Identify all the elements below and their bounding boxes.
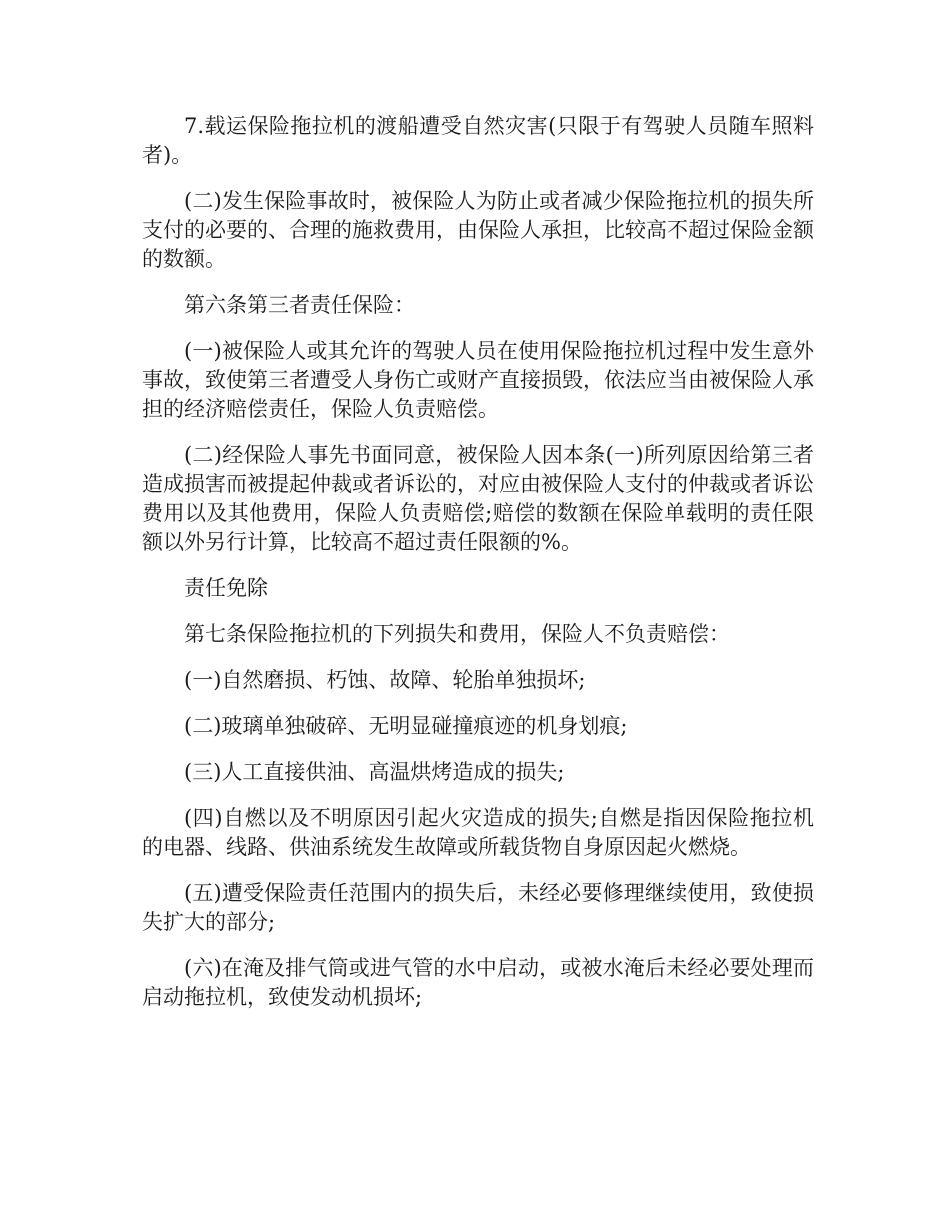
exclusion-item-4: (四)自燃以及不明原因引起火灾造成的损失;自燃是指因保险拖拉机的电器、线路、供油系统发生故障或所载货物自身原因起火燃烧。 [142, 806, 814, 859]
exclusion-item-2: (二)玻璃单独破碎、无明显碰撞痕迹的机身划痕; [184, 714, 628, 738]
article-6-heading: 第六条第三者责任保险： [184, 293, 415, 317]
article-7-heading: 第七条保险拖拉机的下列损失和费用，保险人不负责赔偿： [184, 622, 730, 646]
paragraph-item-7-ferry: 7.载运保险拖拉机的渡船遭受自然灾害(只限于有驾驶人员随车照料者)。 [142, 114, 814, 167]
exclusion-item-3: (三)人工直接供油、高温烘烤造成的损失; [184, 760, 565, 784]
section-heading-exclusions: 责任免除 [184, 576, 268, 600]
exclusion-item-6: (六)在淹及排气筒或进气管的水中启动，或被水淹后未经必要处理而启动拖拉机，致使发动机损坏; [142, 956, 814, 1009]
paragraph-litigation-costs: (二)经保险人事先书面同意，被保险人因本条(一)所列原因给第三者造成损害而被提起仲裁或者诉讼的，对应由被保险人支付的仲裁或者诉讼费用以及其他费用，保险人负责赔偿;赔偿的数额在保险单载明的责任限额以外另行计算，比较高不超过责任限额的%。 [142, 443, 814, 554]
paragraph-rescue-costs: (二)发生保险事故时，被保险人为防止或者减少保险拖拉机的损失所支付的必要的、合理的施救费用，由保险人承担，比较高不超过保险金额的数额。 [142, 189, 814, 271]
exclusion-item-1: (一)自然磨损、朽蚀、故障、轮胎单独损坏; [184, 668, 586, 692]
document-page [142, 112, 814, 1029]
paragraph-third-party-liability: (一)被保险人或其允许的驾驶人员在使用保险拖拉机过程中发生意外事故，致使第三者遭受人身伤亡或财产直接损毁，依法应当由被保险人承担的经济赔偿责任，保险人负责赔偿。 [142, 339, 814, 421]
exclusion-item-5: (五)遭受保险责任范围内的损失后，未经必要修理继续使用，致使损失扩大的部分; [142, 881, 814, 934]
